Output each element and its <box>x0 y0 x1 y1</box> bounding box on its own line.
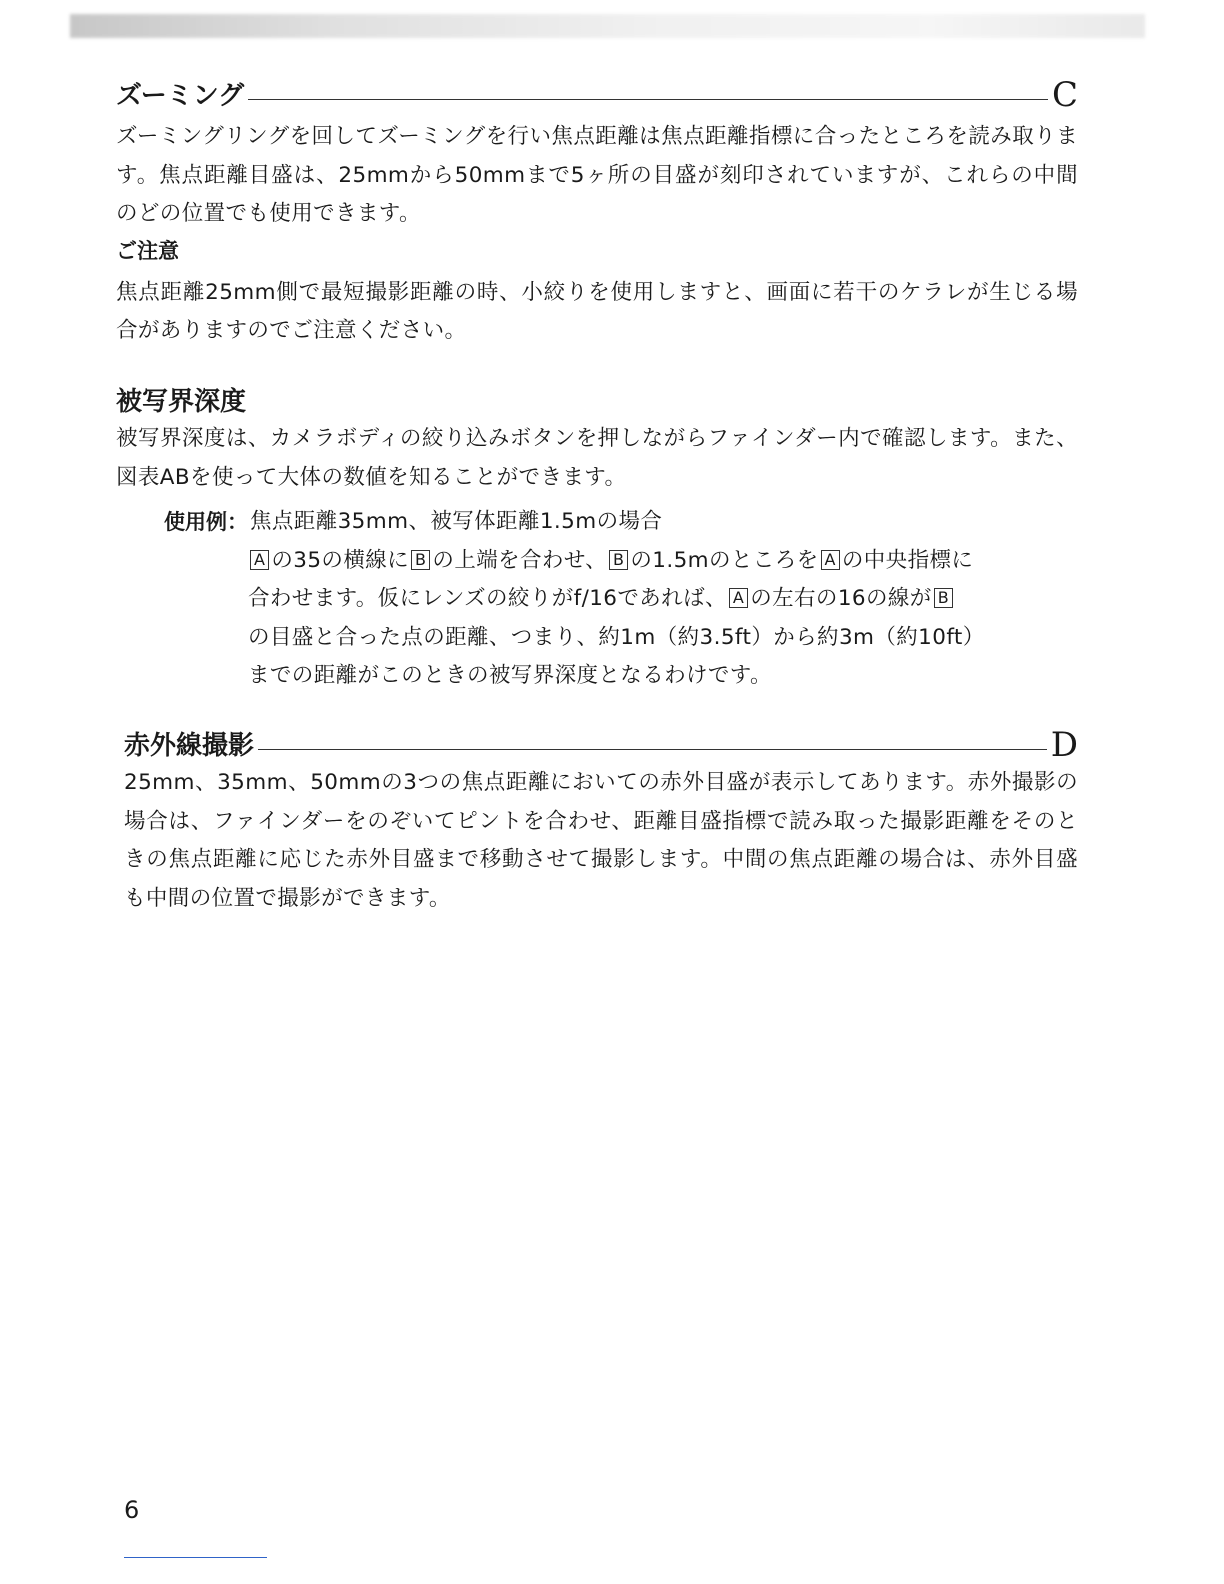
example-line-3: の目盛と合った点の距離、つまり、約1m（約3.5ft）から約3m（約10ft） <box>248 624 985 650</box>
example-text: の1.5mのところを <box>630 547 819 573</box>
box-b-label: B <box>609 550 628 570</box>
page-number: 6 <box>124 1496 140 1524</box>
infrared-body: 25mm、35mm、50mmの3つの焦点距離においての赤外目盛が表示してあります。赤外撮影の場合は、ファインダーをのぞいてピントを合わせ、距離目盛指標で読み取った撮影距離をそのときの焦点距離に応じた赤外目盛まで移動させて撮影します。中間の焦点距離の場合は、赤外目盛も中間の位置で撮影ができます。 <box>124 770 1078 911</box>
example-line-4: までの距離がこのときの被写界深度となるわけです。 <box>248 663 772 688</box>
zooming-section-letter: C <box>1051 75 1078 115</box>
dof-heading: 被写界深度 <box>116 387 247 417</box>
example-line-1 <box>248 542 1078 581</box>
example-text: の35の横線に <box>271 547 410 573</box>
section-infrared <box>124 720 1078 918</box>
example-line-2 <box>248 580 1078 619</box>
example-text: の中央指標に <box>841 547 974 573</box>
infrared-section-letter: D <box>1050 725 1078 765</box>
infrared-heading: 赤外線撮影 <box>124 731 255 761</box>
box-a-label: A <box>250 550 269 570</box>
zooming-note-title: ご注意 <box>116 238 179 263</box>
box-b-label: B <box>934 588 953 608</box>
example-text: の左右の16の線が <box>750 586 932 611</box>
dof-example <box>116 503 1078 542</box>
example-text: の上端を合わせ、 <box>432 547 607 573</box>
box-a-label: A <box>821 550 840 570</box>
dof-body: 被写界深度は、カメラボディの絞り込みボタンを押しながらファインダー内で確認します。また、図表ABを使って大体の数値を知ることができます。 <box>116 426 1078 490</box>
zooming-heading-row <box>116 70 1078 115</box>
zooming-heading-rule <box>248 99 1048 100</box>
infrared-heading-rule <box>258 749 1047 750</box>
infrared-heading-row <box>124 720 1078 765</box>
zooming-heading: ズーミング <box>116 81 245 111</box>
example-label: 使用例： <box>164 510 248 534</box>
box-a-label: A <box>729 588 748 608</box>
zooming-body: ズーミングリングを回してズーミングを行い焦点距離は焦点距離指標に合ったところを読み取ります。焦点距離目盛は、25mmから50mmまで5ヶ所の目盛が刻印されていますが、これらの中間のどの位置でも使用できます。 <box>116 124 1078 226</box>
box-b-label: B <box>411 550 430 570</box>
section-zooming <box>116 70 1078 351</box>
section-depth-of-field <box>116 376 1078 696</box>
example-first-line: 焦点距離35mm、被写体距離1.5mの場合 <box>250 509 663 534</box>
footer-rule <box>124 1557 267 1558</box>
example-text: 合わせます。仮にレンズの絞りがf/16であれば、 <box>248 586 727 611</box>
dof-heading-row <box>116 376 1078 418</box>
zooming-note-body: 焦点距離25mm側で最短撮影距離の時、小絞りを使用しますと、画面に若干のケラレが生じる場合がありますのでご注意ください。 <box>116 279 1078 343</box>
scan-artifact <box>70 14 1145 38</box>
example-detail <box>248 542 1078 696</box>
